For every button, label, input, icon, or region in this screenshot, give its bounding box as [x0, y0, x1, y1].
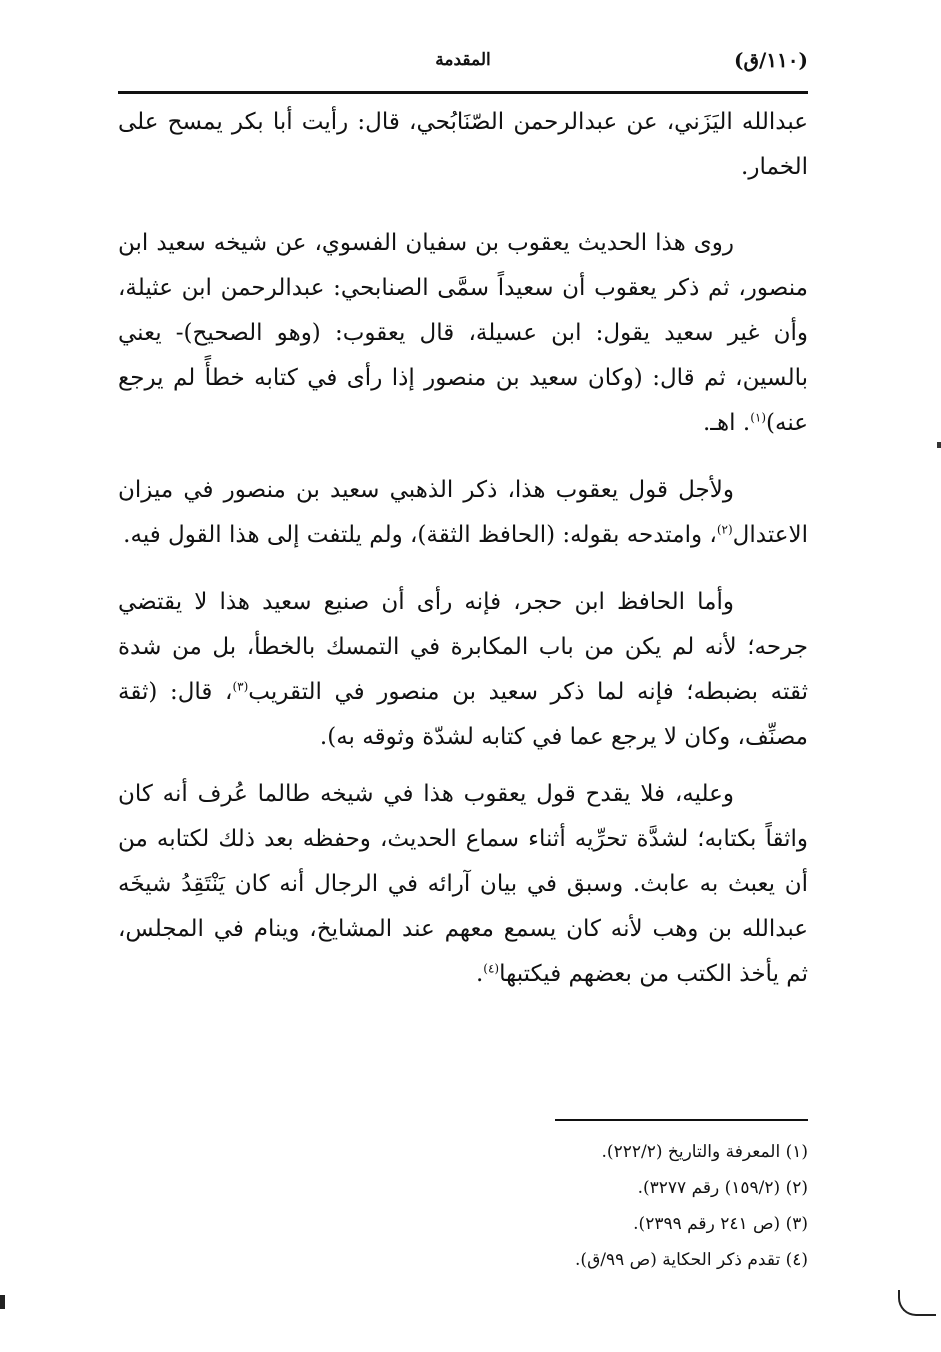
footnote-ref-1: (١) — [750, 410, 767, 425]
section-title: المقدمة — [435, 50, 491, 70]
main-text — [118, 100, 808, 997]
footnotes — [118, 1134, 808, 1278]
paragraph-2: روى هذا الحديث يعقوب بن سفيان الفسوي، عن شيخه سعيد ابن منصور، ثم ذكر يعقوب أن سعيداً سمَّى الصنابحي: عبدالرحمن ابن عثيلة، وأن غير سعيد يقول: ابن عسيلة، قال يعقوب: (وهو الصحيح)- يعني بالسين، ثم قال: (وكان سعيد بن منصور إذا رأى في كتابه خطأً لم يرجع عنه)$^{(١)}$. اهـ. — [118, 230, 808, 436]
footnote-1: (١) المعرفة والتاريخ (٢٢٢/٢). — [601, 1142, 808, 1162]
scan-artifact-left — [0, 1295, 5, 1309]
footnote-4: (٤) تقدم ذكر الحكاية (ص ٩٩/ق). — [575, 1250, 808, 1270]
paragraph-4: وأما الحافظ ابن حجر، فإنه رأى أن صنيع سعيد هذا لا يقتضي جرحه؛ لأنه لم يكن من باب المكابرة في التمسك بالخطأ، بل من شدة ثقته بضبطه؛ فإنه لما ذكر سعيد بن منصور في التقريب$^{(٣)}$، قال: (ثقة مصنِّف، وكان لا يرجع عما في كتابه لشدّة وثوقه به). — [118, 589, 808, 750]
paragraph-5: وعليه، فلا يقدح قول يعقوب هذا في شيخه طالما عُرف أنه كان واثقاً بكتابه؛ لشدَّة تحرِّيه أثناء سماع الحديث، وحفظه بعد ذلك لكتابه من أن يعبث به عابث. وسبق في بيان آرائه في الرجال أنه كان يَنْتَقِدُ شيخَه عبدالله بن وهب لأنه كان يسمع معهم عند المشايخ، وينام في المجلس، ثم يأخذ الكتب من بعضهم فيكتبها$^{(٤)}$. — [118, 781, 808, 987]
page-reference: (١١٠/ق) — [734, 48, 808, 72]
footnote-divider — [555, 1119, 808, 1121]
header-divider — [118, 91, 808, 94]
scan-artifact-curve — [898, 1290, 936, 1316]
paragraph-3: ولأجل قول يعقوب هذا، ذكر الذهبي سعيد بن منصور في ميزان الاعتدال$^{(٢)}$، وامتدحه بقوله: (الحافظ الثقة)، ولم يلتفت إلى هذا القول فيه. — [118, 477, 808, 548]
footnote-2: (٢) (١٥٩/٢) رقم ٣٢٧٧). — [637, 1178, 808, 1198]
footnote-ref-3: (٣) — [232, 679, 249, 694]
footnote-3: (٣) (ص ٢٤١ رقم ٢٣٩٩). — [633, 1214, 808, 1234]
page-header — [118, 40, 808, 88]
paragraph-1: عبدالله اليَزَني، عن عبدالرحمن الصّنَابُحي، قال: رأيت أبا بكر يمسح على الخمار. — [118, 109, 808, 180]
footnote-ref-2: (٢) — [716, 522, 733, 537]
footnote-ref-4: (٤) — [483, 961, 500, 976]
scan-artifact-dot — [937, 442, 941, 448]
